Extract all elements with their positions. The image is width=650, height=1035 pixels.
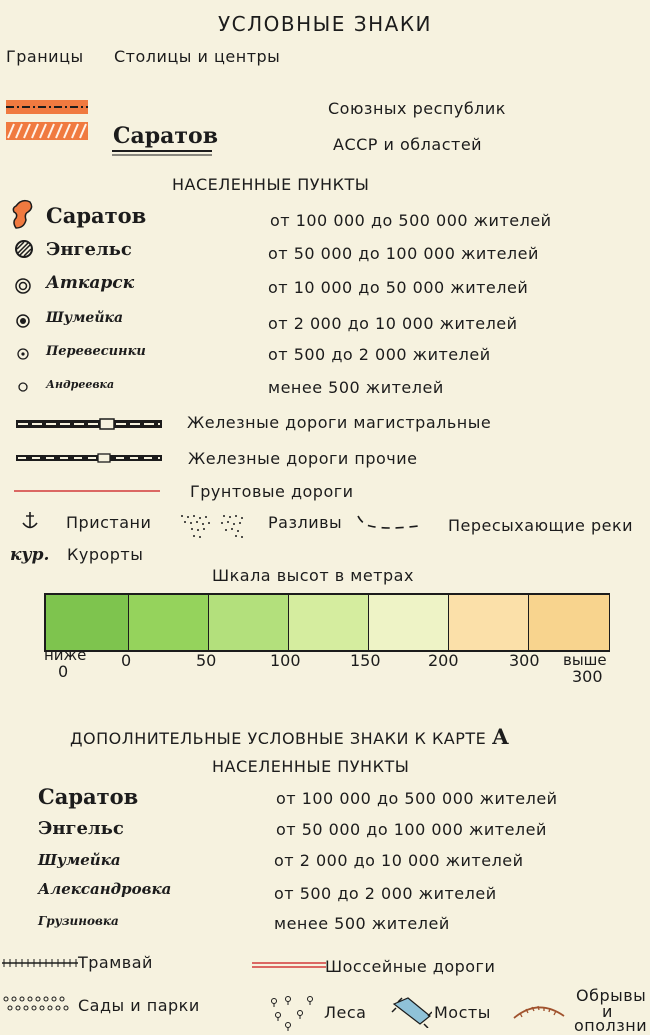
cliffs-label-line1: Обрывы xyxy=(576,986,647,1005)
settlement-population: от 10 000 до 50 000 жителей xyxy=(268,278,529,297)
settlement-icon xyxy=(15,313,31,329)
extra-heading-letter: А xyxy=(491,724,510,749)
gardens-label: Сады и парки xyxy=(78,996,200,1015)
railway-other-icon xyxy=(14,452,164,464)
border-symbols xyxy=(4,98,90,144)
floods-label: Разливы xyxy=(268,513,343,532)
drying-rivers-label: Пересыхающие реки xyxy=(448,516,634,535)
cliffs-label-line3: оползни xyxy=(574,1016,648,1035)
settlement-name: Андреевка xyxy=(46,378,115,391)
extra-settlement-population: от 500 до 2 000 жителей xyxy=(274,884,497,903)
elevation-title: Шкала высот в метрах xyxy=(212,566,414,585)
elevation-above-label: выше xyxy=(563,651,607,669)
elevation-tick: 100 xyxy=(270,651,301,670)
capital-republics-label: Союзных республик xyxy=(328,99,506,118)
bridges-label: Мосты xyxy=(434,1003,491,1022)
capital-assr-label: АССР и областей xyxy=(333,135,483,154)
tram-icon xyxy=(2,956,78,970)
elevation-band xyxy=(128,595,209,650)
forests-label: Леса xyxy=(324,1003,367,1022)
anchor-icon xyxy=(20,510,40,532)
settlement-name: Перевесинки xyxy=(46,344,146,359)
oblast-border-icon xyxy=(6,122,88,140)
extra-settlement-name: Шумейка xyxy=(38,851,121,869)
cliffs-label-line2: и xyxy=(602,1002,613,1021)
extra-heading-text: ДОПОЛНИТЕЛЬНЫЕ УСЛОВНЫЕ ЗНАКИ К КАРТЕ xyxy=(70,729,487,748)
hamlet-icon xyxy=(17,381,29,393)
capital-example: Саратов xyxy=(113,123,218,149)
settlement-population: от 500 до 2 000 жителей xyxy=(268,345,491,364)
village-icon xyxy=(16,347,30,361)
highway-icon xyxy=(252,961,326,969)
extra-settlement-name: Грузиновка xyxy=(38,914,119,928)
settlement-population: от 2 000 до 10 000 жителей xyxy=(268,314,518,333)
capitals-column-label: Столицы и центры xyxy=(114,47,281,66)
elevation-tick: 200 xyxy=(428,651,459,670)
gardens-icon xyxy=(2,994,70,1014)
settlement-population: от 50 000 до 100 000 жителей xyxy=(268,244,539,263)
elevation-tick: 150 xyxy=(350,651,381,670)
elevation-scale xyxy=(44,593,610,652)
elevation-band xyxy=(528,595,609,650)
extra-settlement-population: от 2 000 до 10 000 жителей xyxy=(274,851,524,870)
elevation-band xyxy=(368,595,449,650)
resort-abbr: кур. xyxy=(10,545,50,565)
legend-title: УСЛОВНЫЕ ЗНАКИ xyxy=(217,12,433,36)
town-icon xyxy=(14,277,32,295)
city-medium-icon xyxy=(14,239,34,259)
forest-icon xyxy=(266,995,324,1031)
dirt-road-label: Грунтовые дороги xyxy=(190,482,354,501)
cliff-icon xyxy=(512,1000,566,1022)
bridge-icon xyxy=(390,994,432,1028)
dirt-road-icon xyxy=(12,488,162,494)
extra-settlements-heading: НАСЕЛЕННЫЕ ПУНКТЫ xyxy=(212,757,410,776)
settlement-population: менее 500 жителей xyxy=(268,378,444,397)
extra-settlement-name: Саратов xyxy=(38,784,139,809)
settlement-population: от 100 000 до 500 000 жителей xyxy=(270,211,552,230)
settlement-name: Аткарск xyxy=(46,273,135,293)
elevation-band xyxy=(46,595,128,650)
elevation-band xyxy=(208,595,289,650)
city-large-icon xyxy=(8,198,36,232)
elevation-tick: 0 xyxy=(121,651,132,670)
extra-settlement-population: от 100 000 до 500 000 жителей xyxy=(276,789,558,808)
extra-settlement-name: Александровка xyxy=(38,880,172,898)
tram-label: Трамвай xyxy=(78,953,153,972)
elevation-tick: 300 xyxy=(509,651,540,670)
capital-underline xyxy=(110,149,214,157)
borders-column-label: Границы xyxy=(6,47,84,66)
resorts-label: Курорты xyxy=(67,545,144,564)
elevation-band xyxy=(448,595,529,650)
extra-settlement-population: менее 500 жителей xyxy=(274,914,450,933)
highways-label: Шоссейные дороги xyxy=(325,957,496,976)
elevation-band xyxy=(288,595,369,650)
elevation-below-value: 0 xyxy=(58,662,69,681)
settlement-name: Саратов xyxy=(46,203,147,228)
elevation-above-value: 300 xyxy=(572,667,603,686)
settlements-heading: НАСЕЛЕННЫЕ ПУНКТЫ xyxy=(172,175,370,194)
extra-settlement-name: Энгельс xyxy=(38,818,124,839)
drying-river-icon xyxy=(356,512,422,534)
railway-main-icon xyxy=(14,418,164,430)
piers-label: Пристани xyxy=(66,513,152,532)
railway-other-label: Железные дороги прочие xyxy=(188,449,418,468)
settlement-name: Шумейка xyxy=(46,310,124,326)
extra-heading xyxy=(70,724,509,749)
settlement-name: Энгельс xyxy=(46,239,132,260)
elevation-below-label: ниже xyxy=(44,646,87,664)
flood-icon xyxy=(178,512,248,540)
elevation-tick: 50 xyxy=(196,651,217,670)
railway-main-label: Железные дороги магистральные xyxy=(187,413,492,432)
extra-settlement-population: от 50 000 до 100 000 жителей xyxy=(276,820,547,839)
